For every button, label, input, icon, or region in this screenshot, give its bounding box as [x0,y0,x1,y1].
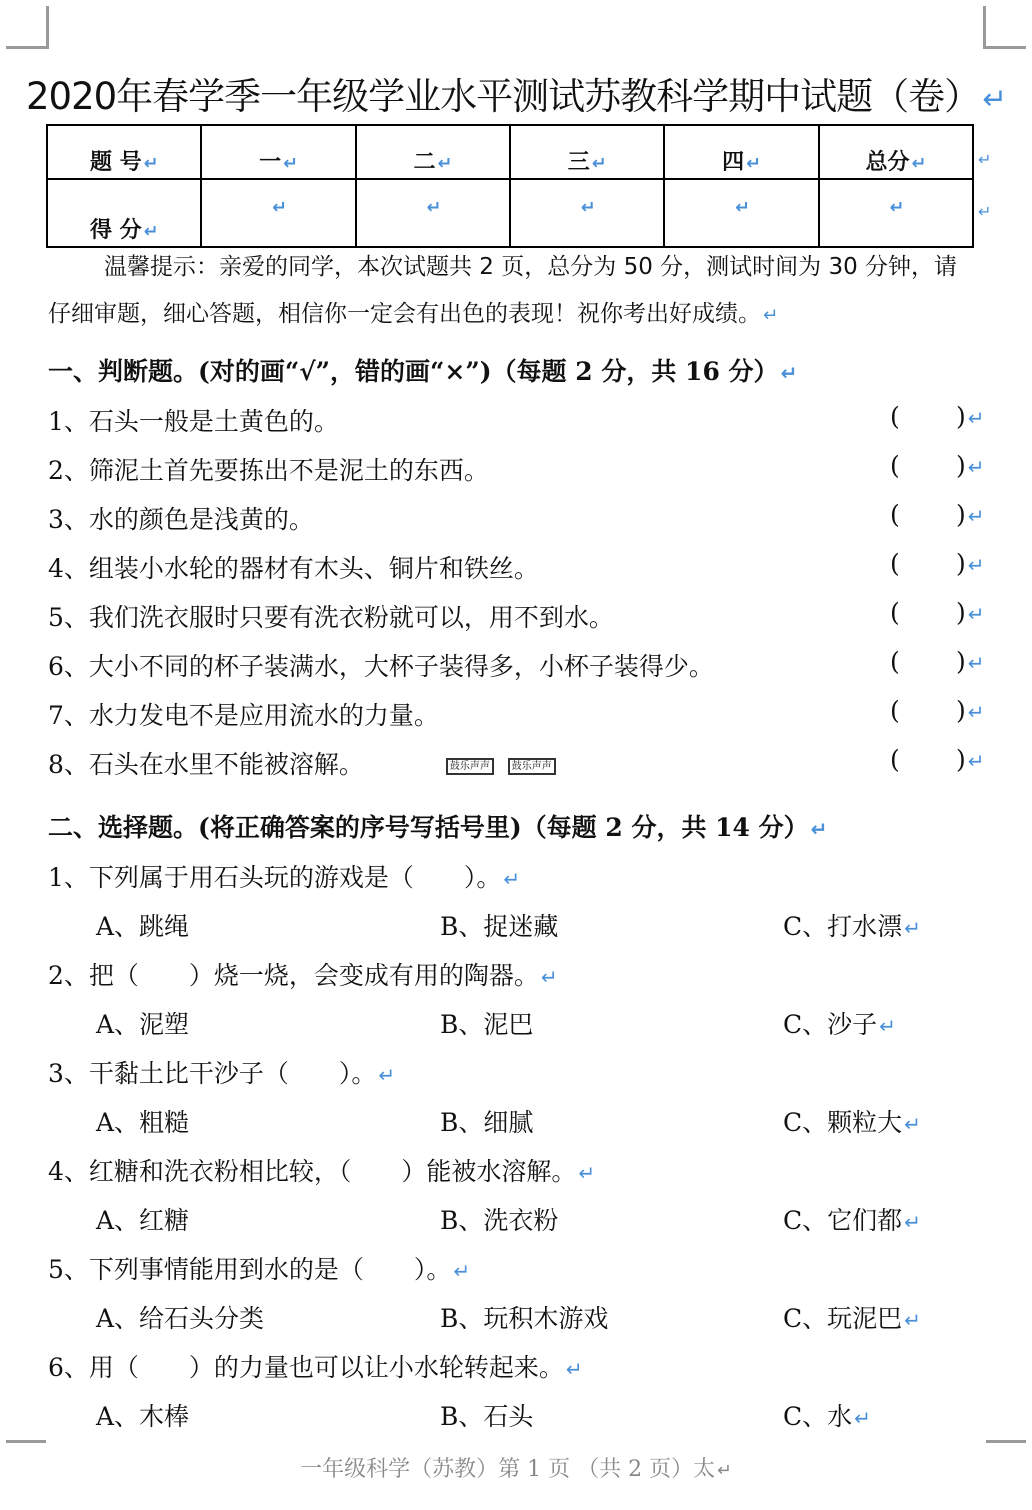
score-cell-3: 三 ↵ [510,125,664,179]
choice-question-6: 6、用（ ）的力量也可以让小水轮转起来。 ↵ [48,1353,583,1382]
answer-paren-3[interactable]: ( ) ↵ [890,500,985,529]
option-c: C、玩泥巴 ↵ [783,1304,921,1333]
score-table [46,124,974,248]
option-a: A、给石头分类 [96,1304,265,1333]
judge-item-1: 1、石头一般是土黄色的。 [48,407,339,436]
judge-item-3: 3、水的颜色是浅黄的。 [48,505,314,534]
option-a: A、泥塑 [96,1010,190,1039]
margin-mark-bottom-right [986,1440,1026,1443]
option-c: C、打水漂 ↵ [783,912,921,941]
option-a: A、红糖 [96,1206,190,1235]
answer-paren-1[interactable]: ( ) ↵ [890,402,985,431]
option-c: C、它们都 ↵ [783,1206,921,1235]
option-c: C、沙子 ↵ [783,1010,896,1039]
choice-question-1: 1、下列属于用石头玩的游戏是（ ）。 ↵ [48,863,521,892]
score-cell-label: 题 号 ↵ [47,125,201,179]
corner-mark-top-left [6,6,49,49]
option-b: B、石头 [440,1402,534,1431]
score-input-1[interactable]: ↵ [201,179,355,247]
option-b: B、玩积木游戏 [440,1304,609,1333]
option-c: C、水 ↵ [783,1402,871,1431]
score-cell-1: 一 ↵ [201,125,355,179]
score-cell-total: 总分 ↵ [819,125,973,179]
option-a: A、跳绳 [96,912,190,941]
score-table-score-row [47,179,973,247]
judge-item-6: 6、大小不同的杯子装满水，大杯子装得多，小杯子装得少。 [48,652,714,681]
stamp-image: 鼓乐声声 [508,758,556,775]
choice-question-4: 4、红糖和洗衣粉相比较，（ ）能被水溶解。 ↵ [48,1157,596,1186]
judge-item-8: 8、石头在水里不能被溶解。 鼓乐声声 鼓乐声声 [48,745,556,781]
document-title: 2020年春学季一年级学业水平测试苏教科学期中试题（卷）↵ [26,75,1006,118]
score-input-2[interactable]: ↵ [356,179,510,247]
page-footer: 一年级科学（苏教）第 1 页 （共 2 页）太 ↵ [300,1457,732,1482]
choice-question-2: 2、把（ ）烧一烧，会变成有用的陶器。 ↵ [48,961,558,990]
answer-paren-4[interactable]: ( ) ↵ [890,549,985,578]
answer-paren-2[interactable]: ( ) ↵ [890,451,985,480]
answer-paren-8[interactable]: ( ) ↵ [890,745,985,774]
margin-mark-bottom-left [6,1440,46,1443]
score-input-4[interactable]: ↵ [664,179,818,247]
choice-question-3: 3、干黏土比干沙子（ ）。 ↵ [48,1059,396,1088]
judge-item-7: 7、水力发电不是应用流水的力量。 [48,701,439,730]
answer-paren-7[interactable]: ( ) ↵ [890,696,985,725]
option-b: B、洗衣粉 [440,1206,559,1235]
score-cell-2: 二 ↵ [356,125,510,179]
judge-item-5: 5、我们洗衣服时只要有洗衣粉就可以，用不到水。 [48,603,614,632]
tip-paragraph: 温馨提示：亲爱的同学，本次试题共 2 页，总分为 50 分，测试时间为 30 分钟，请仔细审题，细心答题，相信你一定会有出色的表现！祝你考出好成绩。 ↵ [48,254,958,327]
option-b: B、细腻 [440,1108,534,1137]
choice-question-5: 5、下列事情能用到水的是（ ）。 ↵ [48,1255,471,1284]
score-input-3[interactable]: ↵ [510,179,664,247]
section2-heading: 二、选择题。(将正确答案的序号写括号里)（每题 2 分，共 14 分） ↵ [48,813,828,842]
table-row-end-mark: ↵ [978,150,992,169]
answer-paren-6[interactable]: ( ) ↵ [890,647,985,676]
score-input-total[interactable]: ↵ [819,179,973,247]
option-b: B、泥巴 [440,1010,534,1039]
option-b: B、捉迷藏 [440,912,559,941]
corner-mark-top-right [983,6,1026,49]
score-table-header-row [47,125,973,179]
judge-item-4: 4、组装小水轮的器材有木头、铜片和铁丝。 [48,554,539,583]
option-a: A、木棒 [96,1402,190,1431]
judge-item-2: 2、筛泥土首先要拣出不是泥土的东西。 [48,456,489,485]
stamp-image: 鼓乐声声 [446,758,494,775]
option-a: A、粗糙 [96,1108,190,1137]
score-row-label: 得 分 ↵ [47,179,201,247]
answer-paren-5[interactable]: ( ) ↵ [890,598,985,627]
section1-heading: 一、判断题。(对的画“√”，错的画“×”)（每题 2 分，共 16 分） ↵ [48,357,798,386]
score-cell-4: 四 ↵ [664,125,818,179]
option-c: C、颗粒大 ↵ [783,1108,921,1137]
table-row-end-mark: ↵ [978,202,992,221]
